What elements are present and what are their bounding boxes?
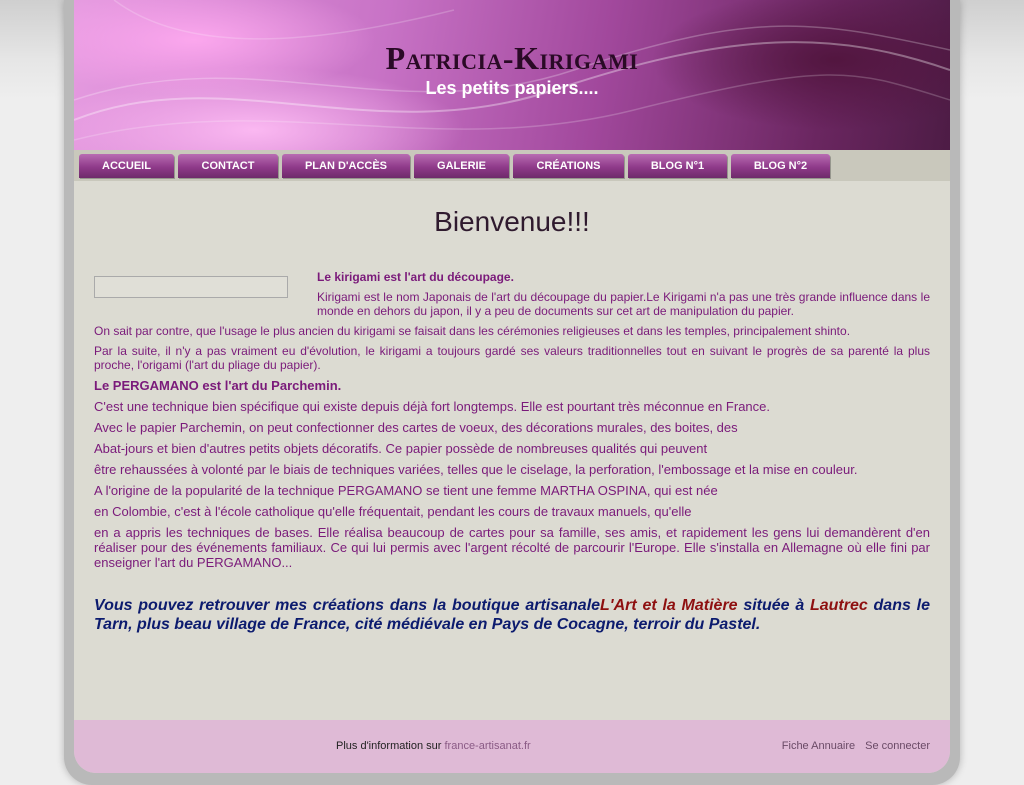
nav-item-accueil[interactable]: ACCUEIL (79, 154, 174, 178)
kirigami-paragraph-1: Kirigami est le nom Japonais de l'art du découpage du papier.Le Kirigami n'a pas une très grande influence dans le monde en dehors du japon, il y a peu de documents sur cet art de manipulation du papier. (317, 290, 930, 318)
nav-item-galerie[interactable]: GALERIE (414, 154, 509, 178)
nav-item-contact[interactable]: CONTACT (178, 154, 278, 178)
promo-text-after: dans le Tarn, plus beau village de France, cité médiévale en Pays de Cocagne, terroir du Pastel. (94, 597, 930, 633)
footer-info-prefix: Plus d'information sur (336, 740, 445, 752)
page-heading: Bienvenue!!! (434, 206, 590, 237)
pergamano-paragraph-6: en Colombie, c'est à l'école catholique qu'elle fréquentait, pendant les cours de travaux manuels, qu'elle (94, 504, 692, 519)
nav-item-blog-2[interactable]: BLOG N°2 (731, 154, 830, 178)
kirigami-paragraph-3: Par la suite, il n'y a pas vraiment eu d'évolution, le kirigami a toujours gardé ses valeurs traditionnelles tout en suivant le progrès de sa parenté la plus proche, l'origami (l'art du pliage du papier). (94, 344, 930, 372)
town-name: Lautrec (809, 597, 868, 614)
pergamano-paragraph-3: Abat-jours et bien d'autres petits objets décoratifs. Ce papier possède de nombreuses qualités qui peuvent (94, 441, 708, 456)
nav-item-creations[interactable]: CRÉATIONS (513, 154, 624, 178)
footer-info (336, 740, 531, 752)
site-subtitle: Les petits papiers.... (425, 78, 599, 98)
kirigami-paragraph-2: On sait par contre, que l'usage le plus ancien du kirigami se faisait dans les cérémonies religieuses et dans les temples, principalement shinto. (94, 324, 851, 338)
page-footer (74, 720, 950, 773)
pergamano-paragraph-1: C'est une technique bien spécifique qui existe depuis déjà fort longtemps. Elle est pourtant très méconnue en France. (94, 399, 770, 414)
site-title[interactable]: Patricia-Kirigami (385, 40, 639, 76)
pergamano-paragraph-2: Avec le papier Parchemin, on peut confectionner des cartes de voeux, des décorations murales, des boites, des (94, 420, 738, 435)
footer-links (772, 740, 930, 752)
se-connecter-link[interactable]: Se connecter (865, 740, 930, 752)
promo-text-before: Vous pouvez retrouver mes créations dans la boutique artisanale (94, 597, 601, 614)
france-artisanat-link[interactable]: france-artisanat.fr (444, 740, 531, 752)
promo-text-mid: située à (737, 597, 810, 614)
nav-item-blog-1[interactable]: BLOG N°1 (628, 154, 727, 178)
shop-name: L'Art et la Matière (600, 597, 738, 614)
fiche-annuaire-link[interactable]: Fiche Annuaire (781, 740, 856, 752)
nav-item-plan-acces[interactable]: PLAN D'ACCÈS (282, 154, 410, 178)
pergamano-paragraph-5: A l'origine de la popularité de la technique PERGAMANO se tient une femme MARTHA OSPINA, qui est née (94, 483, 718, 498)
main-nav (74, 150, 950, 181)
page-container (74, 0, 950, 773)
pergamano-paragraph-4: être rehaussées à volonté par le biais de techniques variées, telles que le ciselage, la perforation, l'embossage et la mise en couleur. (94, 462, 858, 477)
pergamano-title: Le PERGAMANO est l'art du Parchemin. (94, 378, 342, 393)
promo-text (94, 596, 930, 634)
kirigami-title: Le kirigami est l'art du découpage. (317, 270, 514, 284)
header-banner (74, 0, 950, 150)
pergamano-paragraph-7: en a appris les techniques de bases. Elle réalisa beaucoup de cartes pour sa famille, ses amis, et rapidement les gens lui demandèrent d'en réaliser pour des événements familiaux. Ce qui lui permis avec l'argent récolté de parcourir l'Europe. Elle s'installa en Allemagne où elle fini par enseigner l'art du PERGAMANO... (94, 525, 930, 570)
sidebar-widget-box (94, 276, 288, 298)
